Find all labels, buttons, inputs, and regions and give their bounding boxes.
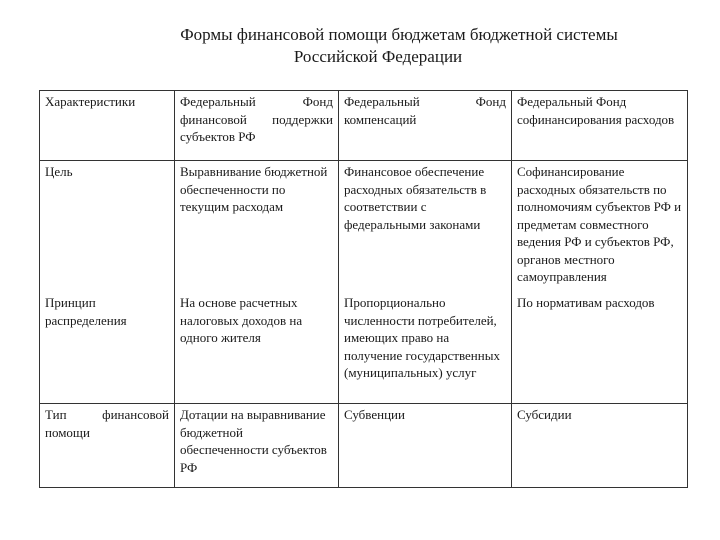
table-cell: Субсидии	[512, 404, 688, 488]
table-cell: Выравнивание бюджетной обеспеченности по текущим расходам	[175, 161, 339, 293]
table-row	[40, 161, 688, 293]
financial-aid-table	[39, 90, 688, 488]
table-row	[40, 404, 688, 488]
header-cell-cofinancing-fund: Федеральный Фонд софинансирования расходов	[512, 91, 688, 161]
row-label-goal: Цель	[40, 161, 175, 293]
table-cell: На основе расчетных налоговых доходов на одного жителя	[175, 292, 339, 404]
header-cell-characteristics: Характеристики	[40, 91, 175, 161]
table-row	[40, 292, 688, 404]
title-line-1: Формы финансовой помощи бюджетам бюджетной системы	[180, 25, 618, 44]
row-label-aid-type: Тип финансовой помощи	[40, 404, 175, 488]
header-cell-compensation-fund: Федеральный Фонд компенсаций	[339, 91, 512, 161]
table-cell: Финансовое обеспечение расходных обязательств в соответствии с федеральными законами	[339, 161, 512, 293]
header-cell-support-fund: Федеральный Фонд финансовой поддержки субъектов РФ	[175, 91, 339, 161]
table-cell: Субвенции	[339, 404, 512, 488]
table-header-row	[40, 91, 688, 161]
table-cell: Пропорционально численности потребителей, имеющих право на получение государственных (муниципальных) услуг	[339, 292, 512, 404]
table-cell: Софинансирование расходных обязательств по полномочиям субъектов РФ и предметам совместного ведения РФ и субъектов РФ, органов местного самоуправления	[512, 161, 688, 293]
row-label-principle: Принцип распределения	[40, 292, 175, 404]
title-line-2: Российской Федерации	[293, 47, 463, 66]
page-title	[0, 24, 720, 68]
table-cell: Дотации на выравнивание бюджетной обеспеченности субъектов РФ	[175, 404, 339, 488]
table-cell: По нормативам расходов	[512, 292, 688, 404]
